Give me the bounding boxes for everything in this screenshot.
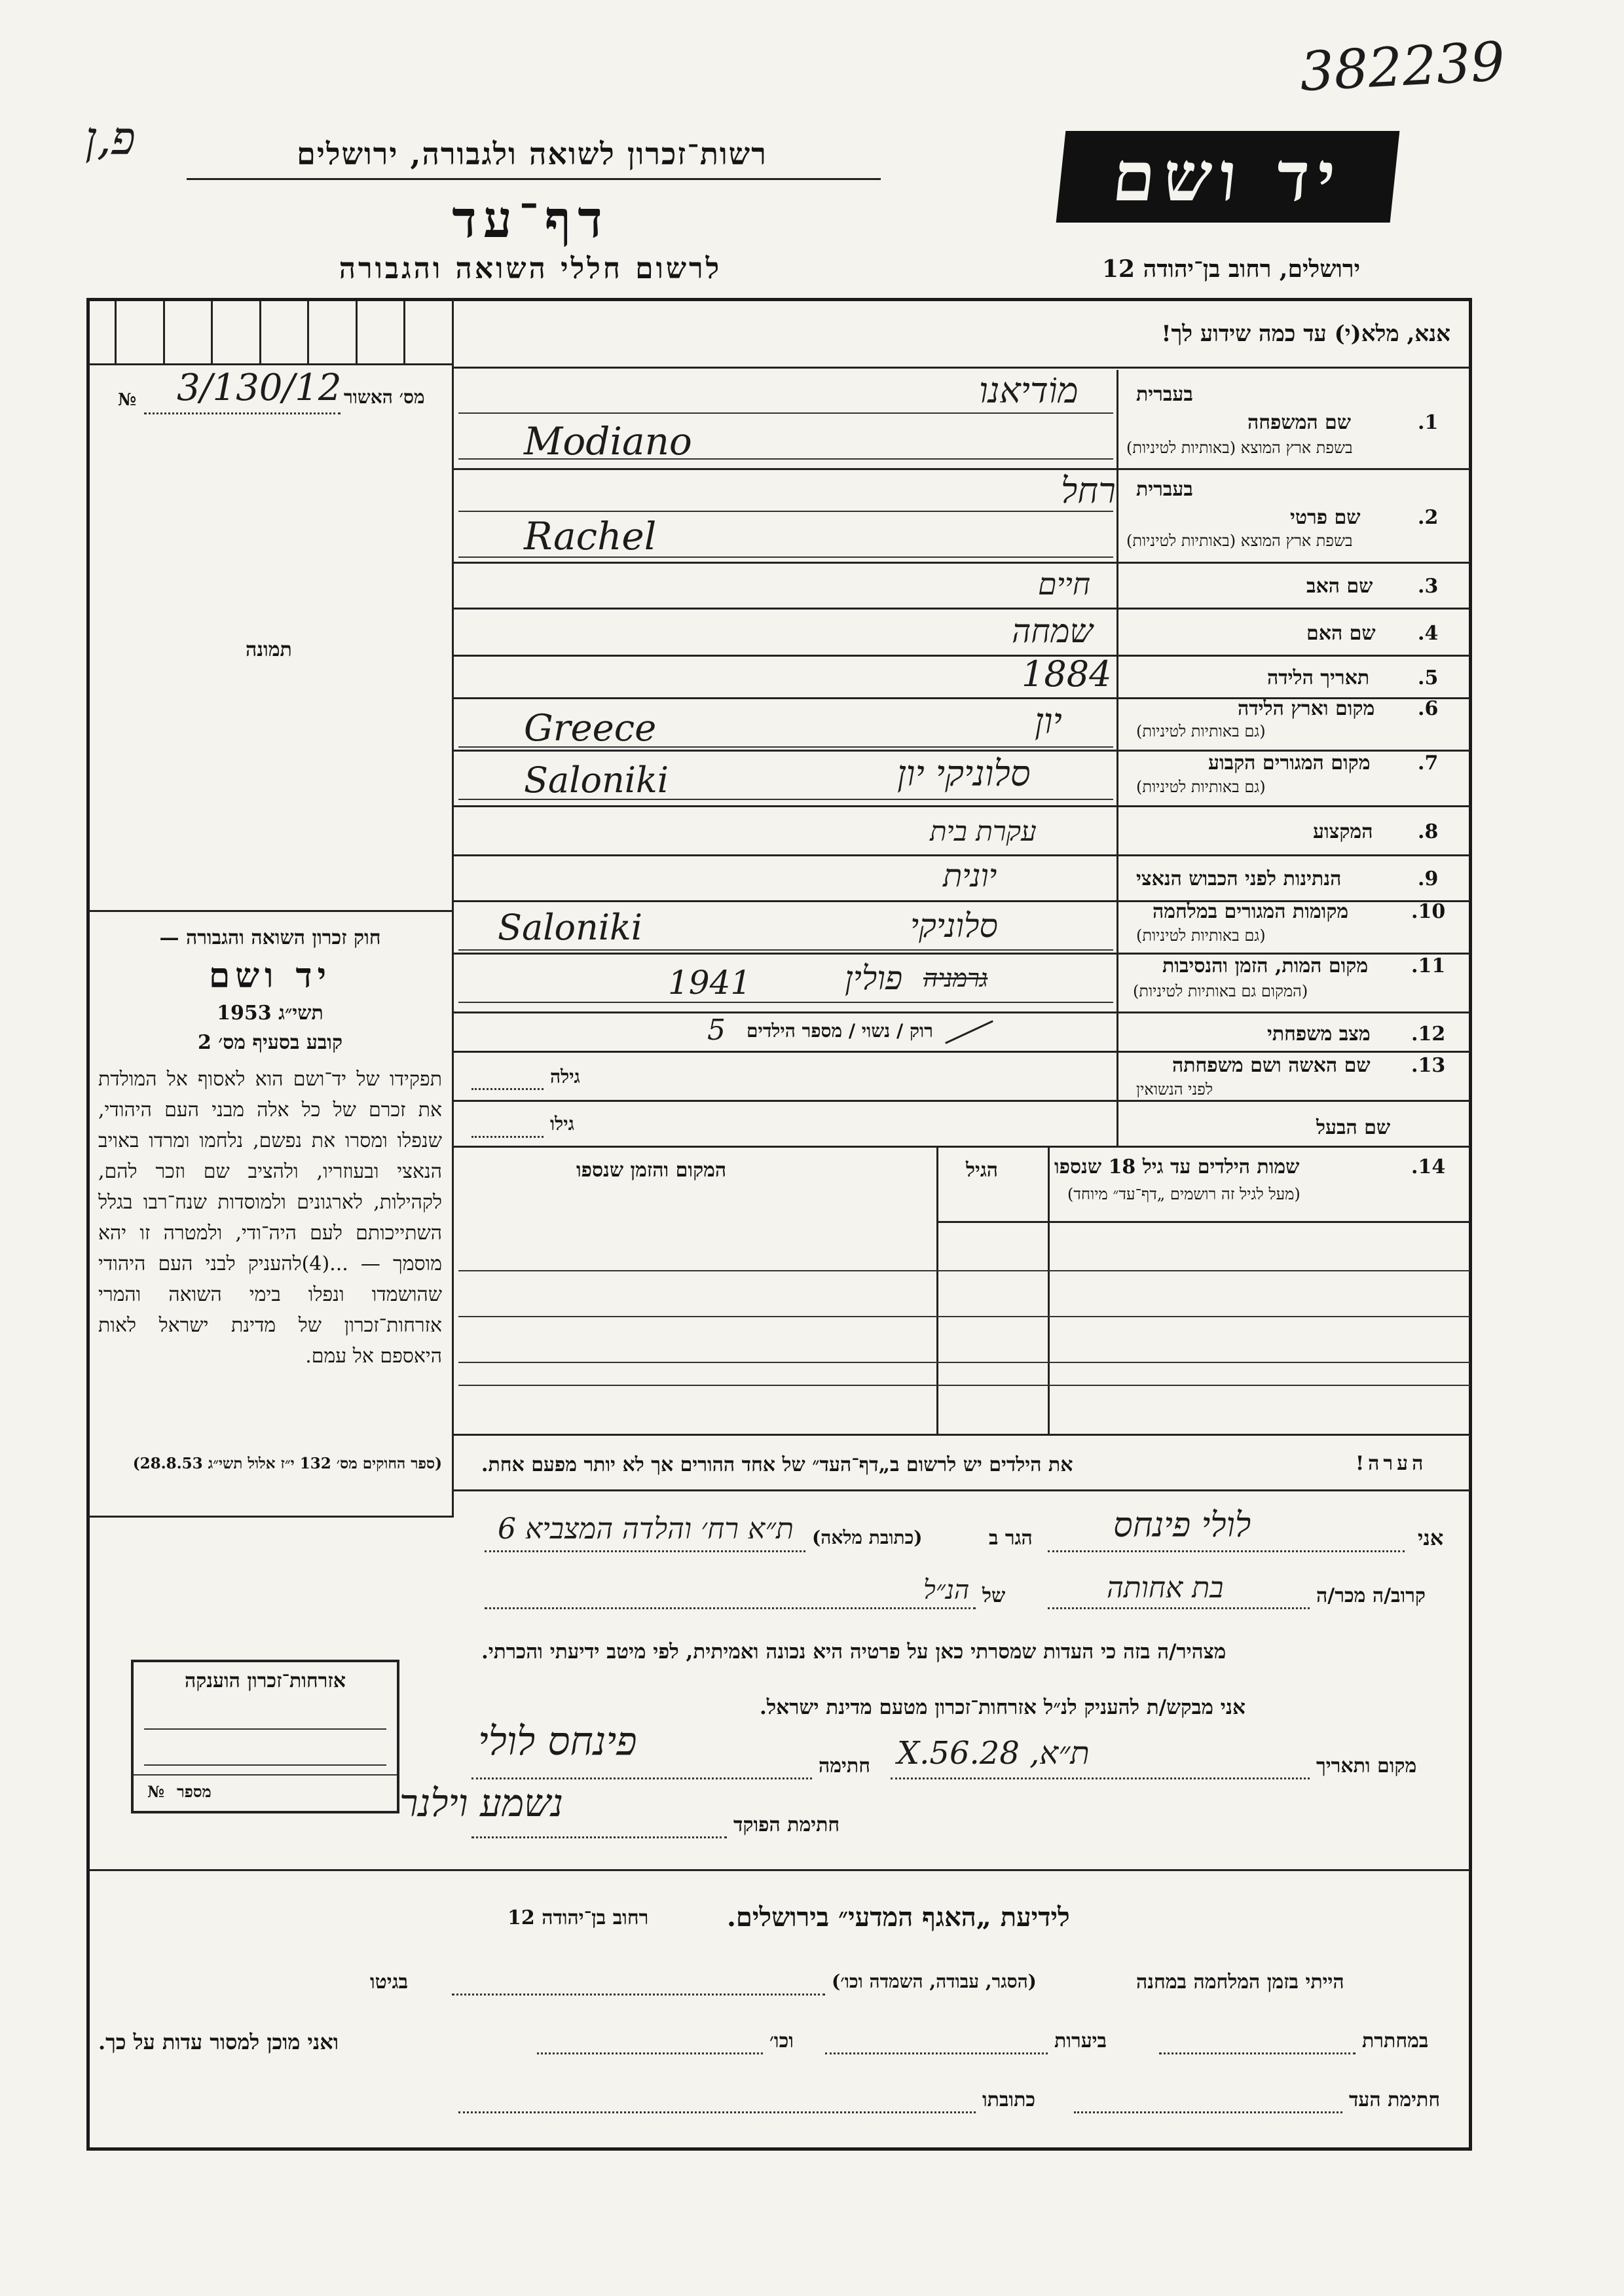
field-10-value-hebrew: סלוניקי — [910, 907, 998, 945]
field-5-label: תאריך הלידה — [1267, 666, 1370, 689]
signature-label: חתימה — [819, 1755, 870, 1777]
row-separator — [452, 562, 1470, 564]
field-6-label: מקום וארץ הלידה — [1238, 697, 1375, 720]
field-7-num: 7. — [1418, 752, 1439, 774]
info-line1-start: הייתי בזמן המלחמה במחנה — [1136, 1971, 1344, 1994]
place-date-label: מקום ותאריך — [1316, 1755, 1417, 1777]
children-bottom — [452, 1434, 1470, 1436]
children-title: שמות הילדים עד גיל 18 שנספו — [1054, 1156, 1300, 1178]
field-3-value: חיים — [1038, 566, 1091, 602]
field-12-num: 12. — [1411, 1023, 1446, 1046]
field-10-num: 10. — [1411, 900, 1446, 923]
left-column-bottom — [88, 1516, 454, 1518]
intro-text: אנא, מלא(י) עד כמה שידוע לך! — [1161, 321, 1450, 347]
field-8-value: עקרת בית — [930, 815, 1037, 847]
intro-separator — [452, 367, 1470, 369]
field-8-label: המקצוע — [1313, 820, 1373, 843]
row-separator — [452, 1146, 1470, 1148]
row-separator — [452, 608, 1470, 610]
approval-label: מס׳ האשור — [344, 386, 425, 408]
info-line3-dots — [458, 2111, 976, 2113]
left-column-border — [452, 298, 454, 1516]
field-11-value-year: 1941 — [668, 964, 752, 1002]
row-separator — [452, 1051, 1470, 1053]
relation-value: בת אחותה — [1107, 1571, 1224, 1605]
authority-name: רשות־זכרון לשואה ולגבורה, ירושלים — [297, 136, 767, 172]
children-row-line — [458, 1316, 1470, 1317]
law-source: (ספר החוקים מס׳ 132 י״ז אלול תשי״ג 28.8.53) — [132, 1455, 442, 1472]
info-line3-dots — [1074, 2111, 1342, 2113]
law-year: תשי״ג 1953 — [217, 1002, 323, 1025]
field-13-num: 13. — [1411, 1054, 1446, 1077]
field-3-num: 3. — [1418, 575, 1439, 598]
info-line3-a: חתימת העד — [1349, 2088, 1441, 2111]
field-6-sub: (גם באותיות לטיניות) — [1136, 722, 1266, 740]
info-title: לידיעת „האגף המדעי״ בירושלים. — [727, 1902, 1070, 1933]
field-2-sub: בשפת ארץ המוצא (באותיות לטיניות) — [1126, 532, 1353, 550]
husband-age-line — [471, 1136, 544, 1138]
declarant-resides: הגר ב — [989, 1527, 1033, 1550]
info-line2-end: ואני מוכן למסור עדות על כך. — [98, 2030, 339, 2054]
declarant-name-line — [1048, 1550, 1405, 1552]
citizenship-line — [144, 1728, 386, 1730]
row-separator — [452, 655, 1470, 657]
row-separator — [452, 1011, 1470, 1013]
field-13-age-line — [471, 1088, 544, 1090]
children-row-line — [458, 1270, 1470, 1271]
info-line2-b: ביערות — [1054, 2030, 1107, 2052]
relation-of-line — [485, 1607, 976, 1609]
relation-label: קרוב/ה מכר/ה — [1316, 1584, 1426, 1607]
corner-mark: פ,ן — [85, 111, 136, 165]
info-address: רחוב בן־יהודה 12 — [507, 1906, 649, 1929]
field-11-struck-value: גרמניה — [923, 964, 988, 993]
label-column-border — [1116, 370, 1118, 1146]
children-num: 14. — [1411, 1156, 1446, 1178]
field-12-label: מצב משפחתי — [1267, 1023, 1371, 1046]
field-7-label: מקום המגורים הקבוע — [1208, 752, 1371, 774]
citizenship-line — [144, 1764, 386, 1766]
field-5-value: 1884 — [1022, 653, 1112, 695]
declarant-ani: אני — [1418, 1525, 1444, 1550]
serial-number: 382239 — [1298, 30, 1507, 104]
field-13-sub: לפני הנשואין — [1136, 1080, 1213, 1099]
field-1-label: שם המשפחה — [1247, 411, 1352, 434]
row-separator — [452, 805, 1470, 807]
field-2-hebrew-tag: בעברית — [1136, 478, 1193, 501]
field-11-num: 11. — [1411, 955, 1446, 977]
field-7-sub: (גם באותיות לטיניות) — [1136, 778, 1266, 796]
declarant-address-label: (כתובת מלאה) — [812, 1527, 923, 1548]
children-col-border — [936, 1146, 938, 1434]
place-date-line — [891, 1777, 1310, 1779]
approval-no-mark: № — [118, 390, 137, 410]
field-10-label: מקומות המגורים במלחמה — [1153, 900, 1349, 923]
children-col-border — [1048, 1146, 1050, 1434]
field-2-value-hebrew: רחל — [1061, 470, 1116, 511]
law-clause: קובע בסעיף מס׳ 2 — [197, 1031, 343, 1054]
citizenship-line — [134, 1774, 397, 1776]
relation-line — [1048, 1607, 1310, 1609]
field-2-label: שם פרטי — [1290, 506, 1361, 529]
place-date-value: ת״א, 28.X.56 — [897, 1735, 1090, 1772]
form-title: דף־עד — [452, 190, 609, 249]
field-6-value-latin: Greece — [524, 707, 657, 750]
field-7-value-latin: Saloniki — [524, 759, 669, 801]
field-13-label: שם האשה ושם משפחתה — [1172, 1054, 1371, 1077]
official-signature-line — [471, 1836, 727, 1838]
field-12-options: רוק / נשוי / מספר הילדים — [747, 1020, 933, 1042]
logo-text: יד ושם — [1109, 136, 1347, 217]
field-9-value: יונית — [943, 858, 997, 894]
declaration-text: מצהיר/ה בזה כי העדות שמסרתי כאן על פרטיה היא נכונה ואמיתית, לפי מיטב ידיעתי והכרתי. — [481, 1640, 1227, 1664]
field-1-value-latin: Modiano — [524, 419, 692, 464]
citizenship-title: אזרחות־זכרון הוענקה — [184, 1669, 346, 1692]
citizenship-number-label: מספר — [177, 1782, 212, 1801]
field-4-label: שם האם — [1306, 622, 1376, 645]
law-title: חוק זכרון השואה והגבורה — — [159, 926, 381, 949]
field-11-value-hebrew: פולין — [845, 959, 903, 997]
official-signature: נשמע וילנר — [399, 1781, 564, 1825]
children-col-age: הגיל — [966, 1159, 999, 1182]
row-line — [458, 412, 1113, 414]
field-6-num: 6. — [1418, 697, 1439, 720]
law-name: יד ושם — [208, 956, 332, 996]
request-text: אני מבקש/ת להעניק לנ״ל אזרחות־זכרון מטעם מדינת ישראל. — [760, 1696, 1246, 1719]
field-3-label: שם האב — [1306, 575, 1373, 598]
relation-of-value: הנ״ל — [923, 1575, 970, 1605]
field-1-value-hebrew: מוֹדיאנו — [979, 370, 1079, 411]
code-boxes — [115, 301, 452, 363]
field-10-value-latin: Saloniki — [498, 907, 643, 948]
approval-value: 3/130/12 — [177, 367, 342, 409]
address: ירושלים, רחוב בן־יהודה 12 — [1101, 255, 1361, 283]
husband-age-label: גילו — [550, 1113, 574, 1135]
declarant-signature: פינחס לולי — [478, 1719, 637, 1764]
yad-vashem-logo — [1056, 131, 1400, 223]
declarant-name: לולי פינחס — [1113, 1506, 1251, 1545]
declarant-address-line — [485, 1550, 805, 1552]
row-line — [458, 1002, 1113, 1003]
info-line2-dots — [825, 2052, 1048, 2054]
children-sub: (מעל לגיל זה רושמים „דף־עד״ מיוחד) — [1067, 1185, 1301, 1203]
children-col-place: המקום והזמן שנספו — [576, 1159, 727, 1182]
children-row-line — [458, 1362, 1470, 1363]
field-9-label: הנתינות לפני הכבוש הנאצי — [1136, 867, 1342, 890]
note-text: את הילדים יש לרשום ב„דף־העד״ של אחד ההורים אך לא יותר מפעם אחת. — [481, 1453, 1073, 1476]
approval-dotted-line — [144, 412, 341, 414]
info-line2-a: במחתרת — [1362, 2030, 1429, 2052]
authority-underline — [187, 178, 881, 180]
row-line — [458, 949, 1113, 951]
children-row-line — [458, 1385, 1470, 1386]
field-1-hebrew-tag: בעברית — [1136, 383, 1193, 406]
info-separator — [88, 1869, 1470, 1871]
row-separator — [452, 854, 1470, 856]
official-signature-label: חתימת הפוקד — [733, 1813, 840, 1836]
law-body: תפקידו של יד־ושם הוא לאסוף אל המולדת את זכרם של כל אלה מבני העם היהודי, שנפלו ומסרו את נפשם, נלחמו ומרדו באויב הנאצי ובעוזריו, ולהציב שם וזכר להם, לקהילות, לארגונים ולמוסדות שנח־רבו בגלל השתייכותם לעם היה־ודי, ולמטרה זו יהא מוסמך — ...(4)להעניק לבני העם היהודי שהושמדו ונפלו בימי השואה והמרי אזרחות־זכרון של מדינת ישראל לאות היאספם אל עמם. — [98, 1068, 443, 1368]
note-bottom — [452, 1489, 1470, 1491]
field-1-sub: בשפת ארץ המוצא (באותיות לטיניות) — [1126, 439, 1353, 457]
citizenship-no-mark: № — [147, 1782, 165, 1801]
field-6-value-hebrew: יון — [1035, 701, 1062, 742]
note-label: הערה! — [1356, 1452, 1428, 1475]
field-11-sub: (המקום גם באותיות לטיניות) — [1133, 982, 1308, 1000]
row-separator — [452, 1100, 1470, 1102]
info-line2-dots — [1159, 2052, 1356, 2054]
field-4-value: שמחה — [1012, 612, 1093, 650]
info-line1-dots — [452, 1994, 825, 1995]
field-12-children-count: 5 — [707, 1013, 726, 1047]
row-line — [458, 511, 1113, 512]
field-9-num: 9. — [1418, 867, 1439, 890]
field-7-value-hebrew: סלוניקי יון — [897, 753, 1031, 794]
info-line1-paren: (הסגר, עבודה, השמדה וכו׳) — [832, 1971, 1037, 1992]
info-line3-b: כתובתו — [982, 2088, 1036, 2111]
children-header-line — [936, 1221, 1470, 1223]
field-10-sub: (גם באותיות לטיניות) — [1136, 926, 1266, 945]
form-subtitle: לרשום חללי השואה והגבורה — [339, 252, 722, 285]
field-2-value-latin: Rachel — [524, 514, 657, 558]
info-line1-end: בגיטו — [370, 1971, 409, 1994]
field-5-num: 5. — [1418, 666, 1439, 689]
field-4-num: 4. — [1418, 622, 1439, 645]
signature-line — [471, 1777, 812, 1779]
relation-of-label: של — [982, 1584, 1006, 1607]
info-line2-dots — [537, 2052, 763, 2054]
photo-label: תמונה — [246, 638, 292, 661]
row-separator — [452, 468, 1470, 470]
field-13-age-label: גילה — [550, 1066, 580, 1087]
code-boxes-bottom — [88, 363, 452, 365]
field-8-num: 8. — [1418, 820, 1439, 843]
husband-label: שם הבעל — [1316, 1116, 1391, 1139]
info-line2-c: וכו׳ — [769, 2030, 794, 2052]
field-1-num: 1. — [1418, 411, 1439, 434]
field-2-num: 2. — [1418, 506, 1439, 529]
photo-bottom — [88, 910, 452, 912]
declarant-address: ת״א רח׳ והלדה המצביא 6 — [498, 1512, 794, 1546]
field-11-label: מקום המות, הזמן והנסיבות — [1162, 955, 1369, 977]
